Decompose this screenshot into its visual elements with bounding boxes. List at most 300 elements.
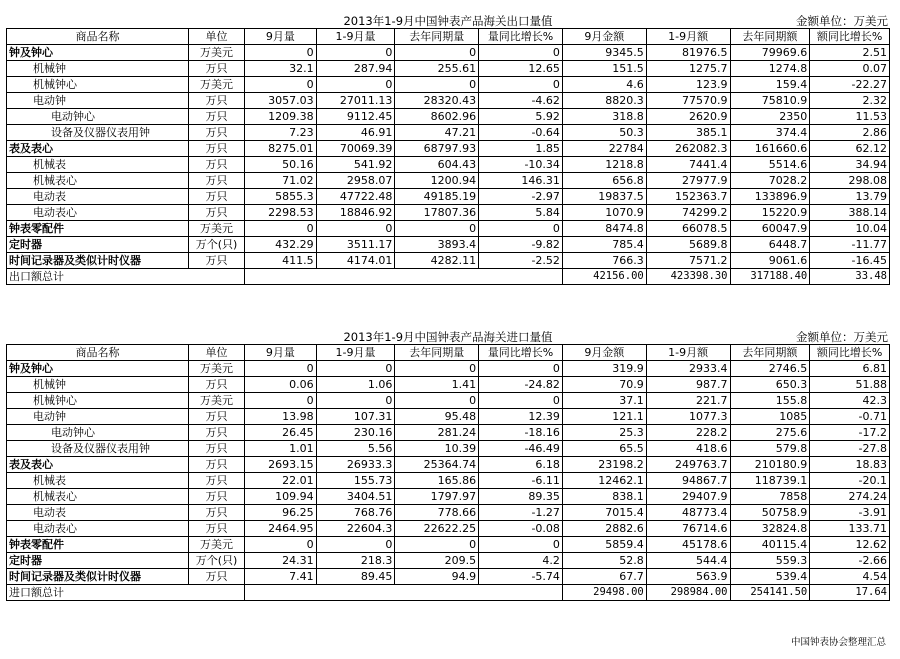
value-cell: 0	[395, 45, 479, 61]
value-cell: 70.9	[562, 377, 646, 393]
value-cell: 3511.17	[316, 237, 395, 253]
column-header: 商品名称	[7, 345, 189, 361]
table-row	[7, 505, 890, 521]
value-cell: 0	[395, 393, 479, 409]
product-name-cell: 电动表	[7, 505, 189, 521]
value-cell: 1.01	[245, 441, 317, 457]
unit-cell: 万只	[188, 457, 244, 473]
value-cell: 22622.25	[395, 521, 479, 537]
table-row	[7, 61, 890, 77]
column-header: 9月量	[245, 29, 317, 45]
value-cell: 7.23	[245, 125, 317, 141]
unit-cell: 万只	[188, 569, 244, 585]
value-cell: 0.07	[810, 61, 890, 77]
product-name-cell: 机械表心	[7, 173, 189, 189]
value-cell: 2.32	[810, 93, 890, 109]
value-cell: 411.5	[245, 253, 317, 269]
value-cell: 0	[479, 537, 563, 553]
value-cell: 6.81	[810, 361, 890, 377]
value-cell: 123.9	[646, 77, 730, 93]
value-cell: 221.7	[646, 393, 730, 409]
value-cell: 544.4	[646, 553, 730, 569]
value-cell: 65.5	[562, 441, 646, 457]
unit-cell: 万只	[188, 141, 244, 157]
value-cell: 5.84	[479, 205, 563, 221]
value-cell: 29407.9	[646, 489, 730, 505]
value-cell: 77570.9	[646, 93, 730, 109]
table-row	[7, 377, 890, 393]
value-cell: 47.21	[395, 125, 479, 141]
value-cell: 5514.6	[730, 157, 810, 173]
value-cell: 0	[316, 361, 395, 377]
export-title: 2013年1-9月中国钟表产品海关出口量值	[343, 14, 553, 28]
value-cell: 778.66	[395, 505, 479, 521]
value-cell: 155.73	[316, 473, 395, 489]
column-header: 1-9月额	[646, 345, 730, 361]
value-cell: 559.3	[730, 553, 810, 569]
product-name-cell: 机械表	[7, 473, 189, 489]
value-cell: 262082.3	[646, 141, 730, 157]
value-cell: 1797.97	[395, 489, 479, 505]
value-cell: -46.49	[479, 441, 563, 457]
value-cell: 50.16	[245, 157, 317, 173]
value-cell: 66078.5	[646, 221, 730, 237]
total-blank-cell	[245, 585, 563, 601]
value-cell: 8820.3	[562, 93, 646, 109]
column-header: 去年同期量	[395, 345, 479, 361]
value-cell: 27011.13	[316, 93, 395, 109]
value-cell: 50.3	[562, 125, 646, 141]
value-cell: 1070.9	[562, 205, 646, 221]
value-cell: 656.8	[562, 173, 646, 189]
value-cell: 0	[245, 221, 317, 237]
unit-cell: 万只	[188, 93, 244, 109]
unit-cell: 万美元	[188, 45, 244, 61]
value-cell: 7028.2	[730, 173, 810, 189]
value-cell: 2298.53	[245, 205, 317, 221]
value-cell: 2464.95	[245, 521, 317, 537]
value-cell: 4.6	[562, 77, 646, 93]
table-row	[7, 569, 890, 585]
product-name-cell: 电动钟	[7, 409, 189, 425]
table-row	[7, 361, 890, 377]
unit-cell: 万美元	[188, 77, 244, 93]
value-cell: 13.98	[245, 409, 317, 425]
value-cell: -2.52	[479, 253, 563, 269]
value-cell: -18.16	[479, 425, 563, 441]
value-cell: 37.1	[562, 393, 646, 409]
value-cell: 1077.3	[646, 409, 730, 425]
table-row	[7, 189, 890, 205]
product-name-cell: 表及表心	[7, 457, 189, 473]
export-table	[6, 28, 890, 285]
value-cell: 0	[395, 221, 479, 237]
value-cell: 45178.6	[646, 537, 730, 553]
value-cell: 4282.11	[395, 253, 479, 269]
value-cell: 109.94	[245, 489, 317, 505]
product-name-cell: 钟及钟心	[7, 45, 189, 61]
import-title: 2013年1-9月中国钟表产品海关进口量值	[343, 330, 553, 344]
value-cell: 318.8	[562, 109, 646, 125]
value-cell: 89.35	[479, 489, 563, 505]
value-cell: 155.8	[730, 393, 810, 409]
product-name-cell: 机械表心	[7, 489, 189, 505]
table-row	[7, 205, 890, 221]
value-cell: 210180.9	[730, 457, 810, 473]
value-cell: 4174.01	[316, 253, 395, 269]
product-name-cell: 机械钟	[7, 377, 189, 393]
value-cell: 0	[395, 77, 479, 93]
value-cell: 1209.38	[245, 109, 317, 125]
column-header: 9月量	[245, 345, 317, 361]
value-cell: 319.9	[562, 361, 646, 377]
footer-source: 中国钟表协会整理汇总	[790, 637, 886, 648]
unit-cell: 万只	[188, 125, 244, 141]
value-cell: 8275.01	[245, 141, 317, 157]
value-cell: 152363.7	[646, 189, 730, 205]
value-cell: 0	[479, 77, 563, 93]
table-row	[7, 45, 890, 61]
value-cell: -4.62	[479, 93, 563, 109]
value-cell: 10.39	[395, 441, 479, 457]
table-row	[7, 173, 890, 189]
column-header: 9月金额	[562, 345, 646, 361]
value-cell: 10.04	[810, 221, 890, 237]
unit-cell: 万美元	[188, 537, 244, 553]
total-value-cell: 17.64	[810, 585, 890, 601]
value-cell: 146.31	[479, 173, 563, 189]
unit-cell: 万个(只)	[188, 237, 244, 253]
table-row	[7, 457, 890, 473]
value-cell: 9112.45	[316, 109, 395, 125]
value-cell: -11.77	[810, 237, 890, 253]
value-cell: -2.66	[810, 553, 890, 569]
product-name-cell: 机械钟	[7, 61, 189, 77]
value-cell: 3057.03	[245, 93, 317, 109]
product-name-cell: 表及表心	[7, 141, 189, 157]
value-cell: 2933.4	[646, 361, 730, 377]
value-cell: 25364.74	[395, 457, 479, 473]
value-cell: 6.18	[479, 457, 563, 473]
value-cell: 159.4	[730, 77, 810, 93]
value-cell: 34.94	[810, 157, 890, 173]
total-value-cell: 317188.40	[730, 269, 810, 285]
column-header: 单位	[188, 345, 244, 361]
value-cell: 0.06	[245, 377, 317, 393]
value-cell: 1085	[730, 409, 810, 425]
value-cell: 49185.19	[395, 189, 479, 205]
value-cell: 13.79	[810, 189, 890, 205]
value-cell: 0	[245, 393, 317, 409]
value-cell: 2350	[730, 109, 810, 125]
value-cell: 374.4	[730, 125, 810, 141]
value-cell: 42.3	[810, 393, 890, 409]
product-name-cell: 时间记录器及类似计时仪器	[7, 253, 189, 269]
unit-cell: 万只	[188, 473, 244, 489]
value-cell: 230.16	[316, 425, 395, 441]
value-cell: 23198.2	[562, 457, 646, 473]
value-cell: 2882.6	[562, 521, 646, 537]
unit-cell: 万美元	[188, 393, 244, 409]
value-cell: -20.1	[810, 473, 890, 489]
value-cell: 7571.2	[646, 253, 730, 269]
value-cell: 9345.5	[562, 45, 646, 61]
value-cell: 2.51	[810, 45, 890, 61]
value-cell: 19837.5	[562, 189, 646, 205]
value-cell: 579.8	[730, 441, 810, 457]
value-cell: 47722.48	[316, 189, 395, 205]
product-name-cell: 电动钟	[7, 93, 189, 109]
unit-cell: 万只	[188, 253, 244, 269]
value-cell: 255.61	[395, 61, 479, 77]
value-cell: 74299.2	[646, 205, 730, 221]
value-cell: -0.08	[479, 521, 563, 537]
product-name-cell: 设备及仪器仪表用钟	[7, 441, 189, 457]
value-cell: 62.12	[810, 141, 890, 157]
value-cell: -2.97	[479, 189, 563, 205]
unit-cell: 万只	[188, 505, 244, 521]
value-cell: 228.2	[646, 425, 730, 441]
value-cell: 5.92	[479, 109, 563, 125]
value-cell: 2958.07	[316, 173, 395, 189]
value-cell: 209.5	[395, 553, 479, 569]
value-cell: 604.43	[395, 157, 479, 173]
value-cell: 133.71	[810, 521, 890, 537]
table-row	[7, 441, 890, 457]
value-cell: 26.45	[245, 425, 317, 441]
product-name-cell: 电动表心	[7, 205, 189, 221]
value-cell: -0.64	[479, 125, 563, 141]
table-row	[7, 253, 890, 269]
value-cell: 4.54	[810, 569, 890, 585]
value-cell: 25.3	[562, 425, 646, 441]
value-cell: 0	[395, 361, 479, 377]
value-cell: 89.45	[316, 569, 395, 585]
value-cell: 22604.3	[316, 521, 395, 537]
product-name-cell: 电动表	[7, 189, 189, 205]
column-header: 1-9月量	[316, 29, 395, 45]
value-cell: 24.31	[245, 553, 317, 569]
value-cell: 5859.4	[562, 537, 646, 553]
unit-cell: 万只	[188, 521, 244, 537]
table-row	[7, 141, 890, 157]
value-cell: 2746.5	[730, 361, 810, 377]
unit-cell: 万只	[188, 409, 244, 425]
column-header: 单位	[188, 29, 244, 45]
value-cell: 768.76	[316, 505, 395, 521]
value-cell: 0	[479, 221, 563, 237]
value-cell: 68797.93	[395, 141, 479, 157]
column-header: 去年同期额	[730, 345, 810, 361]
value-cell: 4.2	[479, 553, 563, 569]
export-section	[6, 12, 890, 285]
value-cell: 6448.7	[730, 237, 810, 253]
value-cell: 71.02	[245, 173, 317, 189]
table-row	[7, 237, 890, 253]
value-cell: 18846.92	[316, 205, 395, 221]
table-row	[7, 425, 890, 441]
column-header: 1-9月量	[316, 345, 395, 361]
table-row	[7, 125, 890, 141]
value-cell: 418.6	[646, 441, 730, 457]
value-cell: 5855.3	[245, 189, 317, 205]
value-cell: 1218.8	[562, 157, 646, 173]
value-cell: 165.86	[395, 473, 479, 489]
unit-cell: 万只	[188, 205, 244, 221]
product-name-cell: 电动表心	[7, 521, 189, 537]
value-cell: 12.65	[479, 61, 563, 77]
value-cell: 133896.9	[730, 189, 810, 205]
total-value-cell: 42156.00	[562, 269, 646, 285]
total-label: 进口额总计	[7, 585, 245, 601]
product-name-cell: 机械钟心	[7, 77, 189, 93]
total-value-cell: 298984.00	[646, 585, 730, 601]
value-cell: 3404.51	[316, 489, 395, 505]
total-value-cell: 423398.30	[646, 269, 730, 285]
value-cell: 539.4	[730, 569, 810, 585]
value-cell: 12462.1	[562, 473, 646, 489]
product-name-cell: 钟及钟心	[7, 361, 189, 377]
value-cell: 1.41	[395, 377, 479, 393]
total-row	[7, 585, 890, 601]
table-row	[7, 537, 890, 553]
value-cell: 18.83	[810, 457, 890, 473]
value-cell: 81976.5	[646, 45, 730, 61]
unit-cell: 万只	[188, 109, 244, 125]
value-cell: 7.41	[245, 569, 317, 585]
export-header-row	[7, 29, 890, 45]
value-cell: 70069.39	[316, 141, 395, 157]
value-cell: 7858	[730, 489, 810, 505]
table-row	[7, 393, 890, 409]
value-cell: 32824.8	[730, 521, 810, 537]
unit-cell: 万只	[188, 489, 244, 505]
value-cell: 1275.7	[646, 61, 730, 77]
value-cell: 17807.36	[395, 205, 479, 221]
value-cell: 50758.9	[730, 505, 810, 521]
table-row	[7, 93, 890, 109]
value-cell: 0	[395, 537, 479, 553]
value-cell: 0	[245, 361, 317, 377]
total-value-cell: 33.48	[810, 269, 890, 285]
value-cell: 2693.15	[245, 457, 317, 473]
column-header: 量同比增长%	[479, 29, 563, 45]
unit-cell: 万只	[188, 425, 244, 441]
value-cell: 1.85	[479, 141, 563, 157]
import-table	[6, 344, 890, 601]
value-cell: 5689.8	[646, 237, 730, 253]
value-cell: 1274.8	[730, 61, 810, 77]
value-cell: 432.29	[245, 237, 317, 253]
value-cell: 12.62	[810, 537, 890, 553]
unit-cell: 万只	[188, 189, 244, 205]
value-cell: 0	[316, 221, 395, 237]
value-cell: 22.01	[245, 473, 317, 489]
column-header: 去年同期量	[395, 29, 479, 45]
value-cell: 94867.7	[646, 473, 730, 489]
table-row	[7, 109, 890, 125]
value-cell: 2.86	[810, 125, 890, 141]
product-name-cell: 设备及仪器仪表用钟	[7, 125, 189, 141]
value-cell: 60047.9	[730, 221, 810, 237]
value-cell: 5.56	[316, 441, 395, 457]
product-name-cell: 电动钟心	[7, 425, 189, 441]
product-name-cell: 机械钟心	[7, 393, 189, 409]
product-name-cell: 定时器	[7, 553, 189, 569]
value-cell: 0	[316, 45, 395, 61]
value-cell: -0.71	[810, 409, 890, 425]
value-cell: 249763.7	[646, 457, 730, 473]
column-header: 9月金额	[562, 29, 646, 45]
total-value-cell: 254141.50	[730, 585, 810, 601]
value-cell: 40115.4	[730, 537, 810, 553]
product-name-cell: 钟表零配件	[7, 221, 189, 237]
value-cell: 46.91	[316, 125, 395, 141]
value-cell: 161660.6	[730, 141, 810, 157]
value-cell: 650.3	[730, 377, 810, 393]
value-cell: 766.3	[562, 253, 646, 269]
value-cell: -3.91	[810, 505, 890, 521]
unit-cell: 万只	[188, 157, 244, 173]
product-name-cell: 定时器	[7, 237, 189, 253]
value-cell: 151.5	[562, 61, 646, 77]
value-cell: 7441.4	[646, 157, 730, 173]
table-row	[7, 521, 890, 537]
value-cell: 107.31	[316, 409, 395, 425]
value-cell: 0	[316, 537, 395, 553]
value-cell: 987.7	[646, 377, 730, 393]
value-cell: 12.39	[479, 409, 563, 425]
value-cell: -27.8	[810, 441, 890, 457]
value-cell: 96.25	[245, 505, 317, 521]
value-cell: -22.27	[810, 77, 890, 93]
value-cell: -24.82	[479, 377, 563, 393]
value-cell: 1200.94	[395, 173, 479, 189]
value-cell: 94.9	[395, 569, 479, 585]
value-cell: 11.53	[810, 109, 890, 125]
value-cell: 15220.9	[730, 205, 810, 221]
value-cell: -9.82	[479, 237, 563, 253]
value-cell: 67.7	[562, 569, 646, 585]
value-cell: 0	[479, 393, 563, 409]
unit-cell: 万美元	[188, 221, 244, 237]
value-cell: 0	[479, 361, 563, 377]
unit-cell: 万只	[188, 377, 244, 393]
value-cell: 52.8	[562, 553, 646, 569]
import-header-row	[7, 345, 890, 361]
unit-cell: 万美元	[188, 361, 244, 377]
value-cell: 218.3	[316, 553, 395, 569]
value-cell: -6.11	[479, 473, 563, 489]
value-cell: -10.34	[479, 157, 563, 173]
value-cell: 385.1	[646, 125, 730, 141]
column-header: 额同比增长%	[810, 29, 890, 45]
product-name-cell: 机械表	[7, 157, 189, 173]
value-cell: 51.88	[810, 377, 890, 393]
value-cell: 27977.9	[646, 173, 730, 189]
value-cell: 0	[245, 77, 317, 93]
value-cell: 121.1	[562, 409, 646, 425]
value-cell: -17.2	[810, 425, 890, 441]
total-blank-cell	[245, 269, 563, 285]
total-label: 出口额总计	[7, 269, 245, 285]
value-cell: 118739.1	[730, 473, 810, 489]
value-cell: 9061.6	[730, 253, 810, 269]
total-row	[7, 269, 890, 285]
product-name-cell: 时间记录器及类似计时仪器	[7, 569, 189, 585]
value-cell: 22784	[562, 141, 646, 157]
value-cell: 541.92	[316, 157, 395, 173]
